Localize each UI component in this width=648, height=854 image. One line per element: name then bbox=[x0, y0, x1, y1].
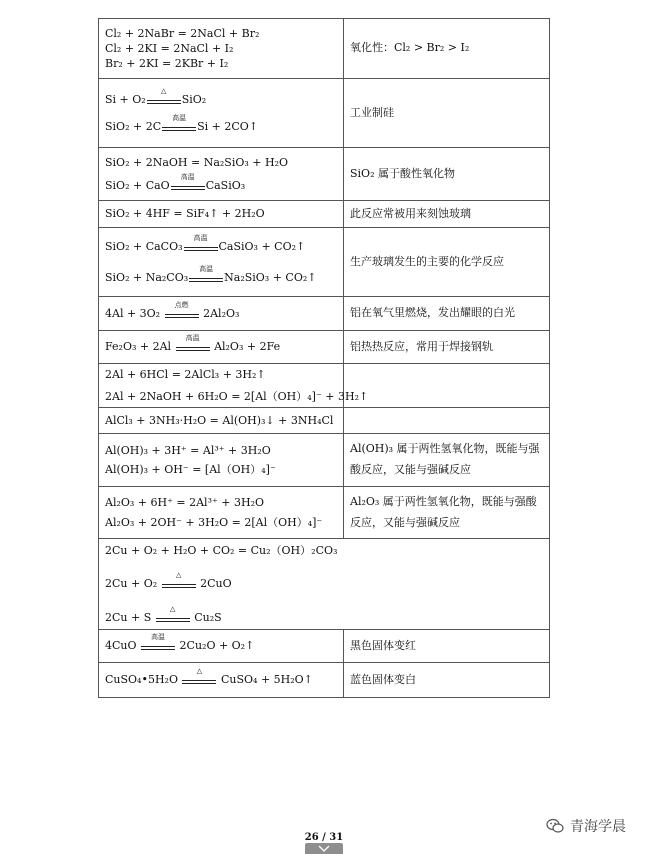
equation: 2Al + 2NaOH + 6H₂O = 2[Al（OH）₄]⁻ + 3H₂↑ bbox=[105, 389, 369, 403]
note-cell bbox=[344, 630, 550, 663]
equation: SiO₂ + 4HF = SiF₄↑ + 2H₂O bbox=[105, 207, 265, 221]
table-row bbox=[99, 539, 550, 630]
reaction-condition-arrow: △ bbox=[182, 674, 216, 686]
table-row bbox=[99, 19, 550, 79]
table-row bbox=[99, 201, 550, 228]
equation-cell bbox=[99, 408, 344, 434]
note-cell bbox=[344, 297, 550, 331]
equation: Al(OH)₃ + 3H⁺ = Al³⁺ + 3H₂O bbox=[105, 443, 271, 457]
chevron-down-icon bbox=[318, 845, 330, 852]
equation: 4CuO 高温 2Cu₂O + O₂↑ bbox=[105, 633, 255, 653]
table-row bbox=[99, 331, 550, 364]
table-row bbox=[99, 228, 550, 297]
watermark-text: 青海学晨 bbox=[570, 819, 626, 835]
note: 工业制硅 bbox=[350, 105, 394, 119]
note: 氧化性：Cl₂ > Br₂ > I₂ bbox=[350, 41, 470, 55]
table-row bbox=[99, 364, 550, 408]
equation: Fe₂O₃ + 2Al 高温 Al₂O₃ + 2Fe bbox=[105, 334, 281, 354]
table-row bbox=[99, 408, 550, 434]
note-cell bbox=[344, 434, 550, 487]
reaction-condition-arrow: 高温 bbox=[162, 121, 196, 133]
table-row bbox=[99, 434, 550, 487]
equation: AlCl₃ + 3NH₃·H₂O = Al(OH)₃↓ + 3NH₄Cl bbox=[105, 413, 334, 427]
note-cell bbox=[344, 364, 550, 408]
note-cell bbox=[344, 19, 550, 79]
equation: 2Cu + O₂ + H₂O + CO₂ = Cu₂（OH）₂CO₃ bbox=[105, 544, 338, 558]
note: 铝热热反应，常用于焊接钢轨 bbox=[350, 339, 493, 353]
note: 生产玻璃发生的主要的化学反应 bbox=[350, 254, 504, 268]
reaction-condition-arrow: △ bbox=[162, 578, 196, 590]
reaction-table bbox=[98, 18, 550, 698]
equation: 2Cu + O₂ △ 2CuO bbox=[105, 571, 232, 591]
next-page-button[interactable] bbox=[305, 843, 343, 854]
reaction-condition-arrow: 点燃 bbox=[165, 308, 199, 320]
note: Al(OH)₃ 属于两性氢氧化物，既能与强酸反应，又能与强碱反应 bbox=[350, 442, 540, 476]
equation: Al(OH)₃ + OH⁻ = [Al（OH）₄]⁻ bbox=[105, 463, 276, 476]
note: Al₂O₃ 属于两性氢氧化物，既能与强酸反应，又能与强碱反应 bbox=[350, 494, 537, 529]
table-row bbox=[99, 487, 550, 539]
reaction-condition-arrow: 高温 bbox=[141, 640, 175, 652]
note-cell bbox=[344, 201, 550, 228]
note-cell bbox=[344, 408, 550, 434]
watermark bbox=[546, 816, 626, 836]
note: 此反应常被用来刻蚀玻璃 bbox=[350, 206, 471, 220]
equation: Br₂ + 2KI = 2KBr + I₂ bbox=[105, 57, 229, 71]
wechat-logo-icon bbox=[546, 818, 564, 834]
page-number: 26 / 31 bbox=[304, 832, 344, 843]
equation: 2Cu + S △ Cu₂S bbox=[105, 604, 222, 624]
table-row bbox=[99, 297, 550, 331]
equation: Al₂O₃ + 6H⁺ = 2Al³⁺ + 3H₂O bbox=[105, 496, 265, 510]
equation-cell bbox=[99, 228, 344, 297]
equation: Cl₂ + 2KI = 2NaCl + I₂ bbox=[105, 41, 234, 55]
reaction-condition-arrow: 高温 bbox=[176, 341, 210, 353]
equation-cell bbox=[99, 19, 344, 79]
note-cell bbox=[344, 79, 550, 148]
note-cell bbox=[344, 487, 550, 539]
equation-cell bbox=[99, 630, 344, 663]
note: 蓝色固体变白 bbox=[350, 672, 416, 686]
equation: Al₂O₃ + 2OH⁻ + 3H₂O = 2[Al（OH）₄]⁻ bbox=[105, 515, 323, 529]
equation: Cl₂ + 2NaBr = 2NaCl + Br₂ bbox=[105, 26, 260, 40]
equation: SiO₂ + Na₂CO₃ 高温 Na₂SiO₃ + CO₂↑ bbox=[105, 265, 317, 284]
equation-cell bbox=[99, 364, 369, 408]
note-cell bbox=[344, 663, 550, 698]
reaction-condition-arrow: △ bbox=[147, 94, 181, 106]
equation: SiO₂ + CaCO₃ 高温 CaSiO₃ + CO₂↑ bbox=[105, 233, 306, 253]
table-row bbox=[99, 630, 550, 663]
equation-cell bbox=[99, 331, 344, 364]
equation-cell bbox=[99, 79, 344, 148]
equation-cell bbox=[99, 297, 344, 331]
equation-cell bbox=[99, 148, 344, 201]
table-row bbox=[99, 79, 550, 148]
table-row bbox=[99, 663, 550, 698]
equation-cell bbox=[99, 487, 344, 539]
note-cell bbox=[344, 331, 550, 364]
table-row bbox=[99, 148, 550, 201]
equation: SiO₂ + CaO 高温 CaSiO₃ bbox=[105, 173, 246, 192]
equation-cell bbox=[99, 434, 344, 487]
equation-cell bbox=[99, 539, 550, 630]
reaction-condition-arrow: 高温 bbox=[184, 241, 218, 253]
equation-cell bbox=[99, 663, 344, 698]
equation: Si + O₂ △ SiO₂ bbox=[105, 86, 207, 106]
reaction-condition-arrow: △ bbox=[156, 612, 190, 624]
equation: 4Al + 3O₂ 点燃 2Al₂O₃ bbox=[105, 300, 240, 320]
equation: 2Al + 6HCl = 2AlCl₃ + 3H₂↑ bbox=[105, 368, 266, 382]
note-cell bbox=[344, 228, 550, 297]
equation: SiO₂ + 2C 高温 Si + 2CO↑ bbox=[105, 114, 259, 133]
note-cell bbox=[344, 148, 550, 201]
note: 黑色固体变红 bbox=[350, 638, 416, 652]
equation-cell bbox=[99, 201, 344, 228]
equation: CuSO₄•5H₂O △ CuSO₄ + 5H₂O↑ bbox=[105, 667, 313, 687]
reaction-condition-arrow: 高温 bbox=[171, 180, 205, 192]
equation: SiO₂ + 2NaOH = Na₂SiO₃ + H₂O bbox=[105, 155, 288, 169]
note: SiO₂ 属于酸性氧化物 bbox=[350, 166, 455, 180]
note: 铝在氧气里燃烧，发出耀眼的白光 bbox=[350, 306, 515, 320]
reaction-condition-arrow: 高温 bbox=[189, 272, 223, 284]
